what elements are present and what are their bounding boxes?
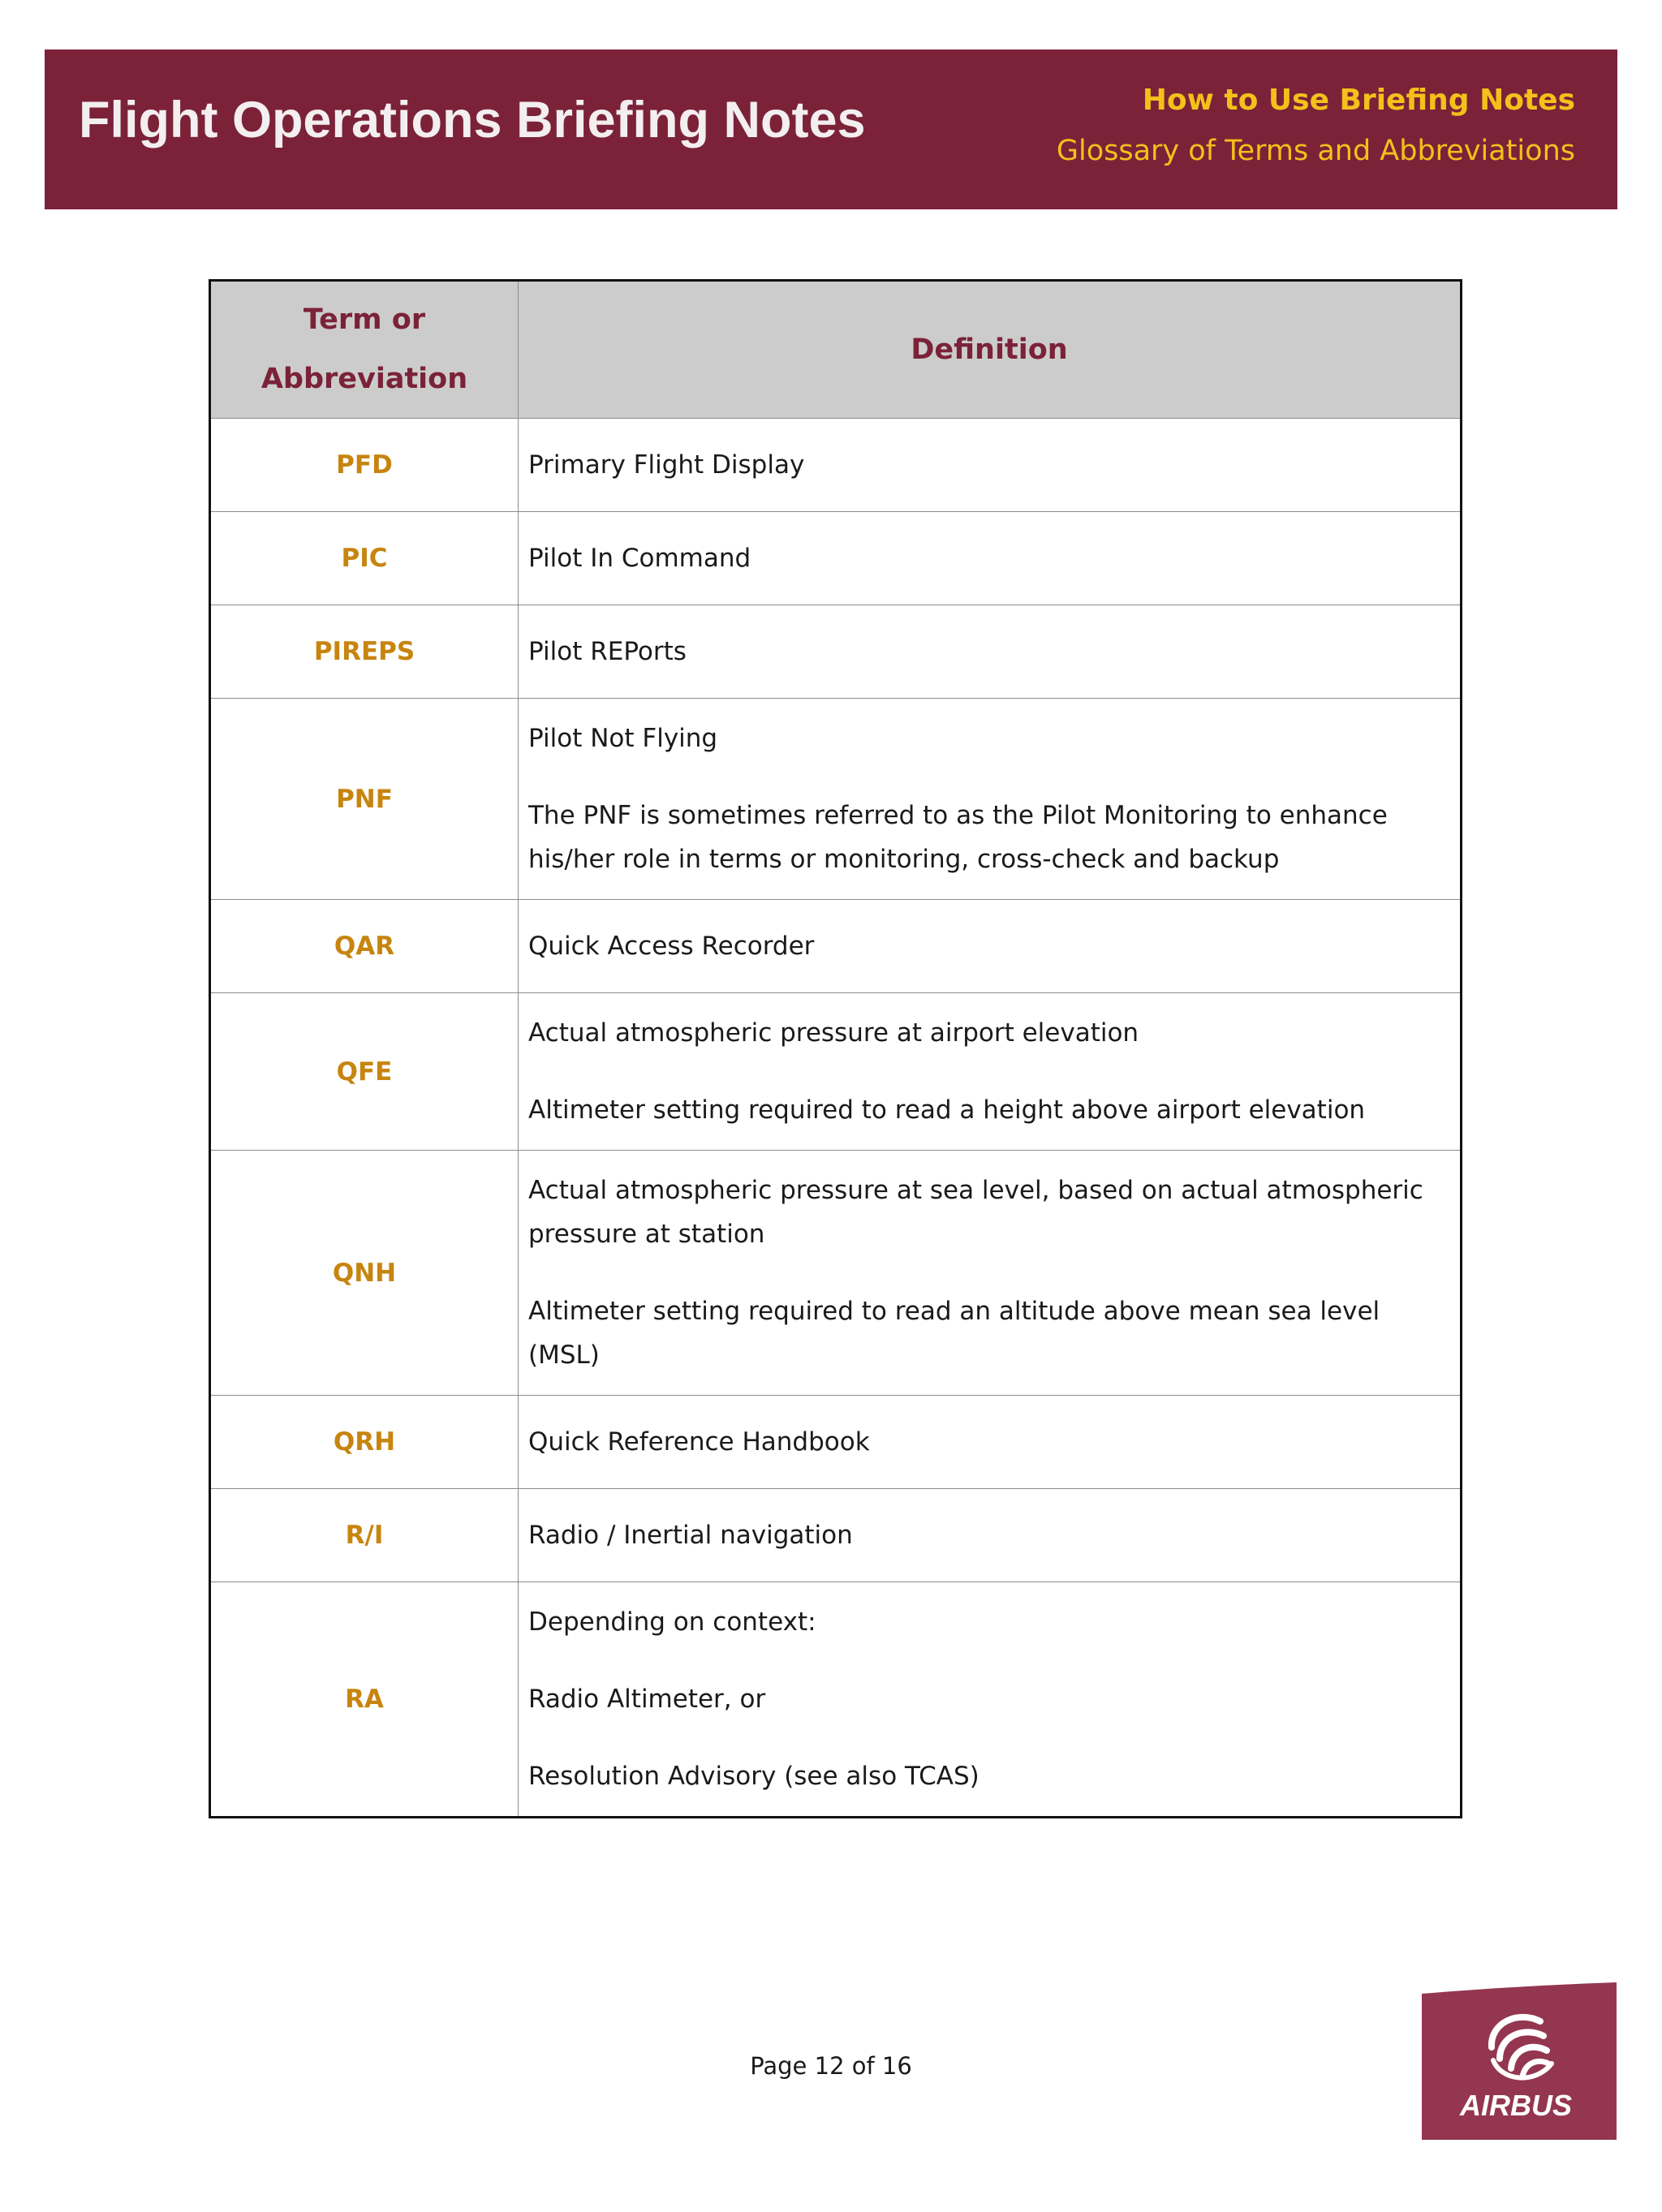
definition-text: Actual atmospheric pressure at airport elevation	[528, 1018, 1139, 1048]
definition-cell	[519, 993, 1462, 1151]
term-cell: PIC	[210, 512, 519, 605]
table-row	[210, 900, 1462, 993]
document-title: Flight Operations Briefing Notes	[79, 92, 866, 148]
airbus-logo-graphic	[1422, 1982, 1617, 2140]
definition-text: Quick Reference Handbook	[528, 1427, 870, 1457]
term-cell: RA	[210, 1582, 519, 1818]
table-row	[210, 1489, 1462, 1582]
table-row	[210, 1151, 1462, 1396]
table-header-row	[210, 281, 1462, 419]
definition-cell	[519, 1396, 1462, 1489]
subsection-title: Glossary of Terms and Abbreviations	[1056, 135, 1575, 167]
definition-text: Pilot REPorts	[528, 637, 687, 666]
term-cell: QRH	[210, 1396, 519, 1489]
term-cell: PNF	[210, 699, 519, 900]
definition-cell	[519, 1151, 1462, 1396]
page-number: Page 12 of 16	[750, 2052, 912, 2080]
column-header-definition: Definition	[519, 281, 1462, 419]
definition-text: Pilot In Command	[528, 544, 751, 573]
definition-text: Quick Access Recorder	[528, 932, 815, 961]
header-band	[45, 49, 1617, 209]
definition-text: Primary Flight Display	[528, 450, 805, 480]
definition-cell	[519, 1489, 1462, 1582]
table-row	[210, 419, 1462, 512]
definition-cell	[519, 699, 1462, 900]
table-row	[210, 1582, 1462, 1818]
airbus-logo	[1422, 1982, 1617, 2140]
definition-cell	[519, 512, 1462, 605]
definition-text: Radio / Inertial navigation	[528, 1521, 853, 1550]
definition-text: Altimeter setting required to read an altitude above mean sea level (MSL)	[528, 1297, 1380, 1370]
definition-text: Pilot Not Flying	[528, 724, 718, 753]
term-cell: QAR	[210, 900, 519, 993]
table-row	[210, 993, 1462, 1151]
definition-text: Resolution Advisory (see also TCAS)	[528, 1762, 980, 1791]
logo-wordmark: AIRBUS	[1459, 2089, 1573, 2122]
term-cell: R/I	[210, 1489, 519, 1582]
definition-text: Actual atmospheric pressure at sea level, based on actual atmospheric pressure at station	[528, 1176, 1423, 1249]
table-row	[210, 1396, 1462, 1489]
definition-cell	[519, 900, 1462, 993]
definition-cell	[519, 1582, 1462, 1818]
term-cell: PIREPS	[210, 605, 519, 699]
definition-text: The PNF is sometimes referred to as the Pilot Monitoring to enhance his/her role in terms or monitoring, cross-check and backup	[528, 801, 1388, 874]
section-title: How to Use Briefing Notes	[1142, 84, 1575, 117]
definition-cell	[519, 419, 1462, 512]
definition-cell	[519, 605, 1462, 699]
term-cell: QFE	[210, 993, 519, 1151]
definition-text: Depending on context:	[528, 1607, 816, 1637]
table-row	[210, 512, 1462, 605]
table-row	[210, 699, 1462, 900]
glossary-body	[210, 419, 1462, 1818]
term-cell: QNH	[210, 1151, 519, 1396]
definition-text: Altimeter setting required to read a height above airport elevation	[528, 1095, 1366, 1125]
column-header-term: Term or Abbreviation	[210, 281, 519, 419]
table-row	[210, 605, 1462, 699]
definition-text: Radio Altimeter, or	[528, 1685, 766, 1714]
term-cell: PFD	[210, 419, 519, 512]
glossary-table	[209, 279, 1462, 1818]
